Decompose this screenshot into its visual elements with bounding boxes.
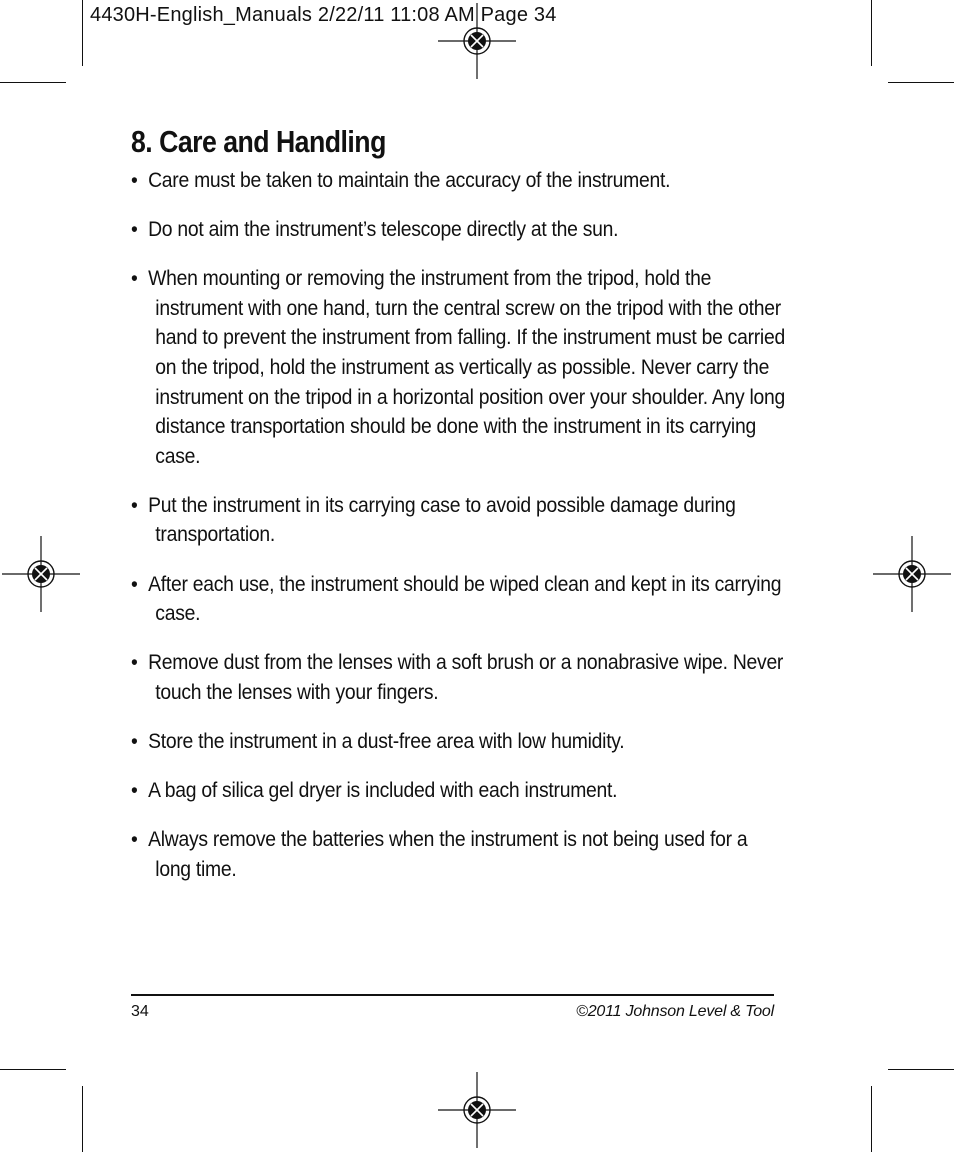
list-item bbox=[131, 776, 785, 806]
bullet-glyph: • bbox=[131, 827, 138, 852]
list-item-text: A bag of silica gel dryer is included with each instrument. bbox=[148, 778, 618, 802]
crop-mark-top-right-vertical bbox=[871, 0, 872, 66]
list-item-text: Care must be taken to maintain the accuracy of the instrument. bbox=[148, 168, 671, 192]
list-item-text: Do not aim the instrument’s telescope directly at the sun. bbox=[148, 217, 619, 242]
crop-mark-bottom-left-vertical bbox=[82, 1086, 83, 1152]
bullet-glyph: • bbox=[131, 217, 138, 242]
footer-divider bbox=[131, 994, 774, 996]
list-item-text: When mounting or removing the instrument from the tripod, hold the instrument with one hand, turn the central screw on the tripod with the other hand to prevent the instrument from falling. If the instrument must be carried on the tripod, hold the instrument as vertically as possible. Never carry the instrument on the tripod in a horizontal position over your shoulder. Any long distance transportation should be done with the instrument in its carrying case. bbox=[148, 266, 786, 468]
crop-mark-top-right-horizontal bbox=[888, 82, 954, 83]
bullet-glyph: • bbox=[131, 492, 138, 517]
list-item bbox=[131, 825, 785, 884]
list-item bbox=[131, 648, 785, 707]
list-item-text: After each use, the instrument should be wiped clean and kept in its carrying case. bbox=[148, 571, 782, 626]
page-number: 34 bbox=[131, 1003, 149, 1020]
registration-mark-top-icon bbox=[438, 3, 516, 79]
list-item-text: Remove dust from the lenses with a soft brush or a nonabrasive wipe. Never touch the lenses with your fingers. bbox=[148, 650, 784, 704]
bullet-glyph: • bbox=[131, 571, 138, 596]
bullet-glyph: • bbox=[131, 778, 138, 802]
crop-mark-bottom-right-horizontal bbox=[888, 1069, 954, 1070]
crop-mark-top-left-vertical bbox=[82, 0, 83, 66]
list-item-text: Store the instrument in a dust-free area with low humidity. bbox=[148, 728, 625, 753]
list-item bbox=[131, 491, 785, 550]
bullet-glyph: • bbox=[131, 650, 138, 675]
copyright-notice: ©2011 Johnson Level & Tool bbox=[576, 1003, 774, 1020]
registration-mark-left-icon bbox=[2, 536, 80, 612]
crop-mark-bottom-left-horizontal bbox=[0, 1069, 66, 1070]
list-item bbox=[131, 215, 785, 245]
section-title: 8. Care and Handling bbox=[131, 124, 386, 159]
list-item-text: Always remove the batteries when the instrument is not being used for a long time. bbox=[148, 827, 748, 881]
list-item-text: Put the instrument in its carrying case to avoid possible damage during transportation. bbox=[148, 492, 736, 547]
bullet-glyph: • bbox=[131, 168, 138, 192]
care-instructions-list bbox=[131, 166, 871, 904]
crop-mark-top-left-horizontal bbox=[0, 82, 66, 83]
list-item bbox=[131, 727, 785, 757]
bullet-glyph: • bbox=[131, 728, 138, 753]
bullet-glyph: • bbox=[131, 266, 138, 291]
list-item bbox=[131, 166, 785, 196]
crop-mark-bottom-right-vertical bbox=[871, 1086, 872, 1152]
registration-mark-bottom-icon bbox=[438, 1072, 516, 1148]
list-item bbox=[131, 570, 785, 629]
print-slug: 4430H-English_Manuals 2/22/11 11:08 AM Page 34 bbox=[90, 4, 557, 26]
list-item bbox=[131, 264, 785, 471]
registration-mark-right-icon bbox=[873, 536, 951, 612]
